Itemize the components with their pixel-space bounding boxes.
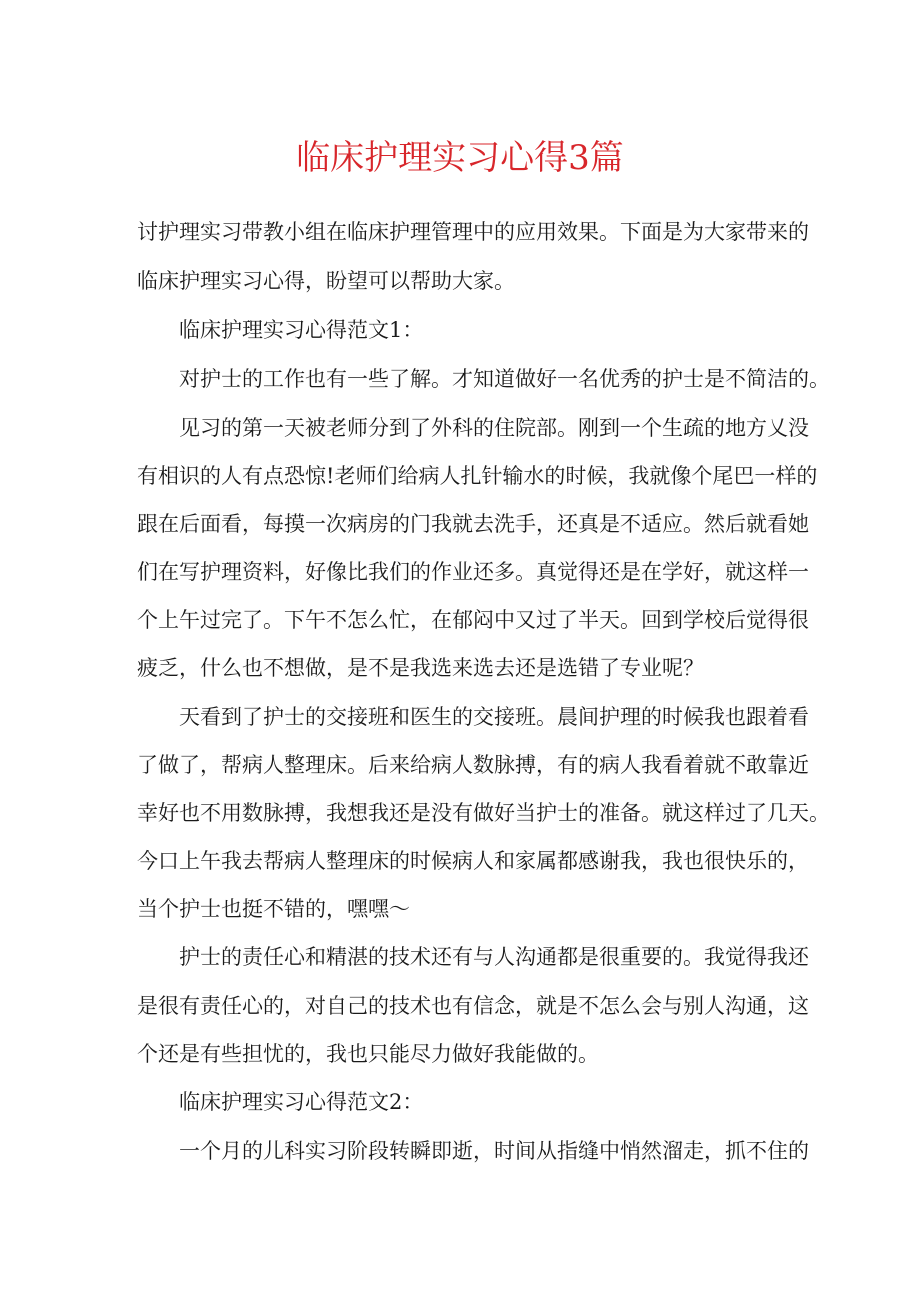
paragraph-line: 天看到了护士的交接班和医生的交接班。晨间护理的时候我也跟着看 [179,705,809,729]
document-title: 临床护理实习心得3篇 [296,138,624,178]
paragraph-line: 了做了，帮病人整理床。后来给病人数脉搏，有的病人我看着就不敢靠近 [137,753,809,777]
paragraph-line: 有相识的人有点恐惊!老师们给病人扎针输水的时候，我就像个尾巴一样的 [137,464,818,488]
paragraph-line: 临床护理实习心得，盼望可以帮助大家。 [137,269,515,293]
paragraph-line: 讨护理实习带教小组在临床护理管理中的应用效果。下面是为大家带来的 [137,220,809,244]
paragraph-line: 跟在后面看，每摸一次病房的门我就去洗手，还真是不适应。然后就看她 [137,512,809,536]
paragraph-line: 今口上午我去帮病人整理床的时候病人和家属都感谢我，我也很快乐的， [137,849,809,873]
paragraph-line: 幸好也不用数脉搏，我想我还是没有做好当护士的准备。就这样过了几天。 [137,801,830,825]
paragraph-line: 护士的责任心和精湛的技术还有与人沟通都是很重要的。我觉得我还 [179,945,809,969]
paragraph-line: 一个月的儿科实习阶段转瞬即逝，时间从指缝中悄然溜走，抓不住的 [179,1139,809,1163]
section-heading: 临床护理实习心得范文1： [179,318,424,342]
paragraph-line: 个上午过完了。下午不怎么忙，在郁闷中又过了半天。回到学校后觉得很 [137,608,809,632]
section-heading: 临床护理实习心得范文2： [179,1090,424,1114]
paragraph-line: 是很有责任心的，对自己的技术也有信念，就是不怎么会与别人沟通，这 [137,994,809,1018]
paragraph-line: 当个护士也挺不错的，嘿嘿～ [137,897,410,921]
paragraph-line: 个还是有些担忧的，我也只能尽力做好我能做的。 [137,1042,599,1066]
paragraph-line: 们在写护理资料，好像比我们的作业还多。真觉得还是在学好，就这样一 [137,560,809,584]
paragraph-line: 疲乏，什么也不想做，是不是我选来选去还是选错了专业呢？ [137,656,704,680]
paragraph-line: 对护士的工作也有一些了解。才知道做好一名优秀的护士是不简洁的。 [179,367,830,391]
paragraph-line: 见习的第一天被老师分到了外科的住院部。刚到一个生疏的地方乂没 [179,416,809,440]
